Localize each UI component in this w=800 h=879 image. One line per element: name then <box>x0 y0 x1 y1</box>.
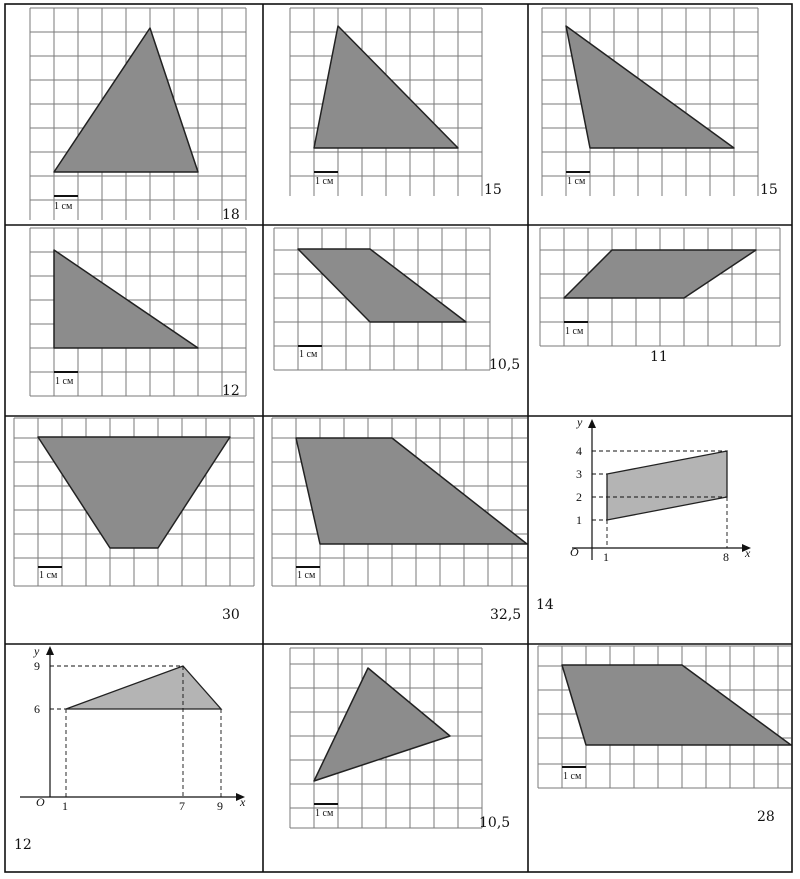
x-tick-label: 7 <box>179 799 185 813</box>
cell-6 <box>540 228 780 365</box>
y-tick-label: 1 <box>576 513 582 527</box>
answer: 15 <box>760 182 778 198</box>
scale-label: 1 см <box>565 326 584 337</box>
answer: 30 <box>222 607 240 623</box>
origin-label: O <box>570 545 579 559</box>
answer: 11 <box>650 349 668 365</box>
cell-11 <box>290 648 510 831</box>
scale-label: 1 см <box>55 376 74 387</box>
answer: 28 <box>757 809 775 825</box>
trapezoid <box>562 665 791 745</box>
axes <box>20 646 245 801</box>
answer: 12 <box>14 837 32 853</box>
cell-7 <box>14 418 254 623</box>
x-tick-label: 1 <box>62 799 68 813</box>
cell-12 <box>538 646 791 825</box>
cell-10 <box>14 644 246 853</box>
scale-label: 1 см <box>315 176 334 187</box>
triangle <box>566 26 734 148</box>
scale-label: 1 см <box>567 176 586 187</box>
cell-8 <box>272 418 527 623</box>
answer: 10,5 <box>489 357 521 373</box>
parallelogram <box>298 249 466 322</box>
answer: 12 <box>222 383 240 399</box>
y-tick-label: 6 <box>34 702 40 716</box>
answer: 14 <box>536 597 554 613</box>
scale-label: 1 см <box>297 570 316 581</box>
cell-4 <box>30 228 246 399</box>
shaded-region <box>607 451 727 520</box>
cell-1 <box>30 8 246 223</box>
answer: 32,5 <box>490 607 522 623</box>
trapezoid <box>296 438 527 544</box>
scale-label: 1 см <box>563 771 582 782</box>
x-tick-label: 8 <box>723 550 729 564</box>
x-axis-label: x <box>745 546 751 560</box>
answer: 15 <box>484 182 502 198</box>
cell-3 <box>542 8 778 198</box>
y-tick-label: 4 <box>576 444 582 458</box>
cell-9 <box>536 415 751 613</box>
x-tick-label: 9 <box>217 799 223 813</box>
origin-label: O <box>36 795 45 809</box>
scale-label: 1 см <box>54 201 73 212</box>
y-axis-label: y <box>577 415 583 429</box>
y-axis-label: y <box>34 644 40 658</box>
answer: 10,5 <box>479 815 511 831</box>
cell-5 <box>274 228 520 373</box>
scale-label: 1 см <box>315 808 334 819</box>
scale-label: 1 см <box>39 570 58 581</box>
x-tick-label: 1 <box>603 550 609 564</box>
trapezoid <box>38 437 230 548</box>
y-tick-label: 2 <box>576 490 582 504</box>
shaded-region <box>66 666 221 709</box>
y-tick-label: 3 <box>576 467 582 481</box>
cell-2 <box>290 8 502 198</box>
answer: 18 <box>222 207 240 223</box>
x-axis-label: x <box>240 795 246 809</box>
triangle <box>314 668 450 781</box>
scale-label: 1 см <box>299 349 318 360</box>
y-tick-label: 9 <box>34 659 40 673</box>
